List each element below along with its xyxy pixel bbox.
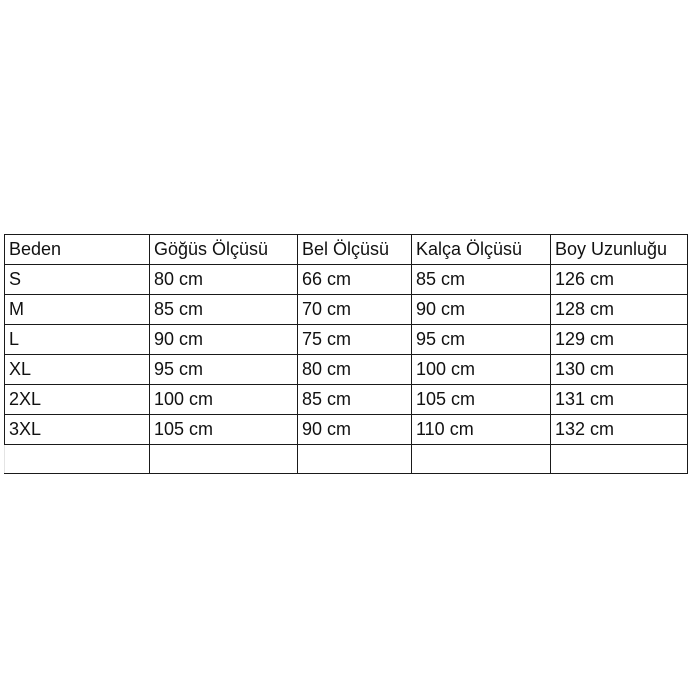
table-cell-size: XL [5, 355, 150, 385]
size-chart-table [4, 234, 688, 474]
table-cell: 131 cm [551, 385, 688, 415]
gridline [150, 445, 298, 474]
table-cell: 95 cm [412, 325, 551, 355]
table-cell: 130 cm [551, 355, 688, 385]
table-row [5, 355, 688, 385]
empty-gridline-row [5, 445, 688, 474]
table-cell: 66 cm [298, 265, 412, 295]
table-header-row [5, 235, 688, 265]
gridline [5, 445, 150, 474]
table-cell: 105 cm [412, 385, 551, 415]
table-cell: 100 cm [150, 385, 298, 415]
table-cell: 90 cm [412, 295, 551, 325]
table-cell: 110 cm [412, 415, 551, 445]
table-row [5, 415, 688, 445]
table-row [5, 265, 688, 295]
table-cell: 95 cm [150, 355, 298, 385]
gridline [412, 445, 551, 474]
table-cell: 80 cm [298, 355, 412, 385]
header-boy: Boy Uzunluğu [551, 235, 688, 265]
table-cell: 85 cm [412, 265, 551, 295]
table-row [5, 295, 688, 325]
gridline [551, 445, 688, 474]
header-bel: Bel Ölçüsü [298, 235, 412, 265]
header-kalca: Kalça Ölçüsü [412, 235, 551, 265]
table-cell: 90 cm [298, 415, 412, 445]
table-cell: 105 cm [150, 415, 298, 445]
table-cell: 70 cm [298, 295, 412, 325]
table-cell-size: S [5, 265, 150, 295]
table-cell: 90 cm [150, 325, 298, 355]
table-cell-size: 3XL [5, 415, 150, 445]
table-cell: 85 cm [298, 385, 412, 415]
table-cell-size: 2XL [5, 385, 150, 415]
header-beden: Beden [5, 235, 150, 265]
table-cell-size: L [5, 325, 150, 355]
table-cell-size: M [5, 295, 150, 325]
table-cell: 80 cm [150, 265, 298, 295]
gridline [298, 445, 412, 474]
table-cell: 132 cm [551, 415, 688, 445]
table-cell: 129 cm [551, 325, 688, 355]
table-cell: 100 cm [412, 355, 551, 385]
header-gogus: Göğüs Ölçüsü [150, 235, 298, 265]
table-row [5, 325, 688, 355]
table-cell: 126 cm [551, 265, 688, 295]
table-row [5, 385, 688, 415]
table-cell: 85 cm [150, 295, 298, 325]
table-cell: 128 cm [551, 295, 688, 325]
table-cell: 75 cm [298, 325, 412, 355]
